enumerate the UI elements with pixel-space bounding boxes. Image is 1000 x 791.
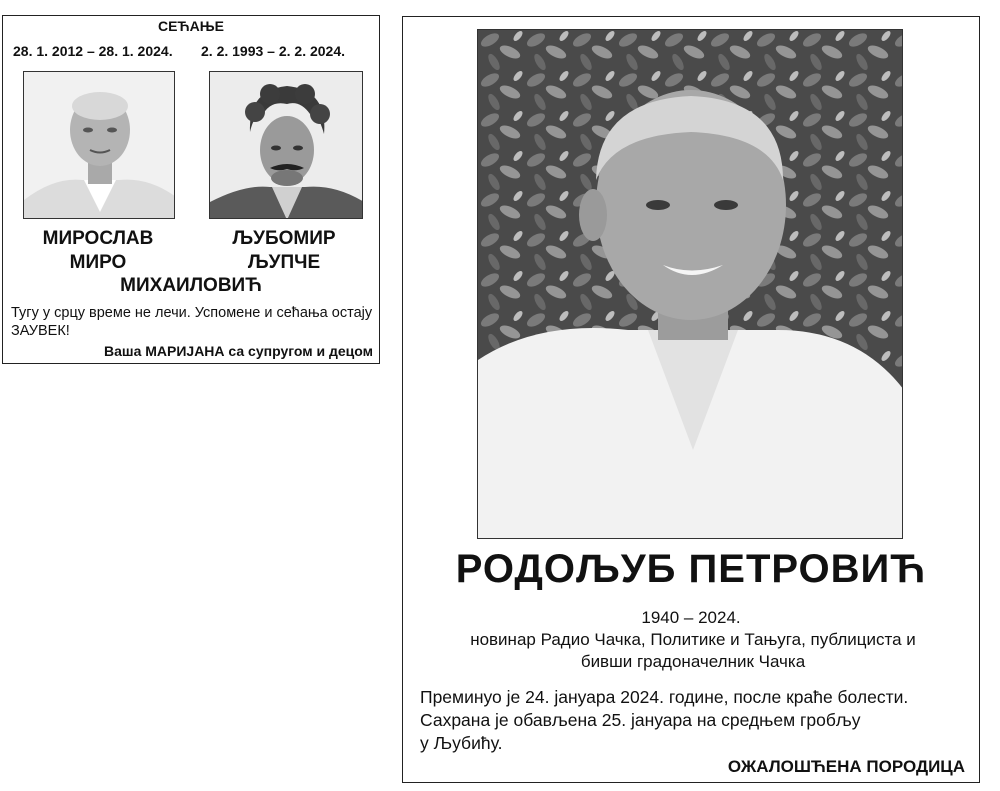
death-line-2: Сахрана је обављена 25. јануара на средњем гробљу [420,710,861,730]
profession-description [433,629,953,673]
nickname-ljupce: ЉУПЧЕ [247,252,321,273]
profession-line-1: новинар Радио Чачка, Политике и Тањуга, публициста и [470,630,916,649]
portrait-rodoljub [477,29,903,539]
death-line-1: Преминуо је 24. јануара 2024. године, после краће болести. [420,687,909,707]
notice-title: СЕЋАЊЕ [157,18,225,34]
remembrance-signature: Ваша МАРИЈАНА са супругом и децом [104,343,373,359]
nickname-miro: МИРО [69,252,127,273]
dates-miroslav: 28. 1. 2012 – 28. 1. 2024. [13,43,173,59]
remembrance-quote: Тугу у срцу време не лечи. Успомене и сећања остају ЗАУВЕК! [11,305,373,339]
life-years: 1940 – 2024. [641,608,741,627]
portrait-ljubomir [209,71,363,219]
remembrance-notice [2,15,380,364]
obituary-notice [402,16,980,783]
death-line-3: у Љубићу. [420,733,503,753]
deceased-name: РОДОЉУБ ПЕТРОВИЋ [455,547,927,591]
family-signature: ОЖАЛОШЋЕНА ПОРОДИЦА [727,757,965,776]
profession-line-2: бивши градоначелник Чачка [580,652,806,671]
death-announcement [420,686,975,755]
first-name-ljubomir: ЉУБОМИР [232,228,336,249]
portrait-miroslav [23,71,175,219]
dates-ljubomir: 2. 2. 1993 – 2. 2. 2024. [201,43,346,59]
first-name-miroslav: МИРОСЛАВ [42,228,154,249]
family-surname: МИХАИЛОВИЋ [120,275,262,296]
